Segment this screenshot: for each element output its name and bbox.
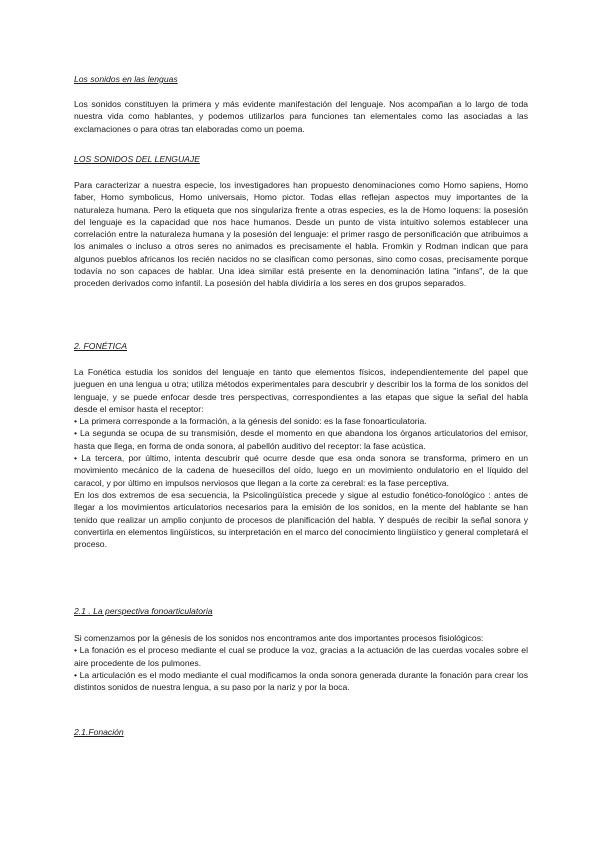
- intro-block: [74, 98, 528, 135]
- perspectiva-intro: Si comenzamos por la génesis de los sonidos nos encontramos ante dos importantes procesos fisiológicos:: [74, 633, 484, 643]
- section-title-fonetica: [74, 340, 528, 352]
- fonetica-bullet-2: • La segunda se ocupa de su transmisión, desde el momento en que abandona los órganos articulatorios del emisor, hasta que llega, en forma de onda sonora, al pabellón auditivo del receptor: la fase acústica.: [74, 428, 528, 451]
- perspectiva-bullet-articulacion: • La articulación es el modo mediante el cual modificamos la onda sonora generada durante la fonación para crear los distintos sonidos de nuestra lengua, a su paso por la nariz y por la boca.: [74, 669, 528, 693]
- especie-block: [74, 179, 528, 290]
- fonetica-bullet-3: • La tercera, por último, intenta descubrir qué ocurre desde que esa onda sonora se transforma, primero en un movimiento mecánico de la cadena de huesecillos del oído, luego en un movimiento ondulatorio en el líquido del caracol, y por último en impulsos nerviosos que llegan a la corte za cerebral: es la fase perceptiva.: [74, 453, 528, 488]
- fonetica-block: [74, 366, 528, 550]
- intro-paragraph: Los sonidos constituyen la primera y más evidente manifestación del lenguaje. Nos acompañan a lo largo de toda nuestra vida como hablantes, y podemos utilizarlos para funciones tan elementales como las asociadas a las exclamaciones o para otras tan elaboradas como un poema.: [74, 99, 528, 134]
- fonetica-intro: La Fonética estudia los sonidos del lenguaje en tanto que elementos físicos, independientemente del papel que jueguen en una lengua u otra; utiliza métodos experimentales para descubrir y describir los la forma de los sonidos del lenguaje, y se puede enfocar desde tres perspectivas, correspondientes a las etapas que sigue la señal del habla desde el emisor hasta el receptor:: [74, 367, 528, 414]
- heading-sonidos-lenguaje: LOS SONIDOS DEL LENGUAJE: [74, 154, 200, 164]
- heading-perspectiva: 2.1 . La perspectiva fonoarticulatoria: [74, 606, 213, 616]
- heading-fonacion: 2.1.Fonación: [74, 727, 124, 737]
- heading-main: Los sonidos en las lenguas: [74, 74, 178, 84]
- perspectiva-bullet-fonacion: • La fonación es el proceso mediante el cual se produce la voz, gracias a la actuación de las cuerdas vocales sobre el aire procedente de los pulmones.: [74, 645, 528, 668]
- section-title-perspectiva: [74, 605, 528, 617]
- especie-paragraph: Para caracterizar a nuestra especie, los investigadores han propuesto denominaciones como Homo sapiens, Homo faber, Homo symbolicus, Homo universais, Homo pictor. Todas ellas reflejan aspectos muy importantes de la naturaleza humana. Pero la etiqueta que nos singulariza frente a otras especies, es la de Homo loquens: la posesión del lenguaje es la capacidad que nos hace humanos. Desde un punto de vista intuitivo solemos establecer una correlación entre la naturaleza humana y la posesión del lenguaje: el primer rasgo de personificación que atribuimos a los animales o incluso a otros seres no animados es precisamente el habla. Fromkin y Rodman indican que para algunos pueblos africanos los recién nacidos no se clasifican como personas, sino como cosas, precisamente porque todavía no son capaces de hablar. Una idea similar está presente en la denominación latina "infans", de la que proceden derivados como infantil. La posesión del habla dividiría a los seres en dos grupos separados.: [74, 180, 528, 289]
- section-title-sonidos-lenguas: [74, 73, 528, 85]
- section-title-fonacion: [74, 726, 528, 738]
- section-title-sonidos-lenguaje: [74, 153, 528, 165]
- fonetica-conclusion: En los dos extremos de esa secuencia, la Psicolingüística precede y sigue al estudio fonético-fonológico : antes de llegar a los movimientos articulatorios necesarios para la emisión de los sonidos, en la mente del hablante se han tenido que realizar un amplio conjunto de procesos de planificación del habla. Y después de recibir la señal sonora y convertirla en elementos lingüísticos, su interpretación en el marco del conocimiento lingüístico y general completará el proceso.: [74, 489, 528, 550]
- perspectiva-block: [74, 632, 528, 693]
- heading-fonetica: 2. FONÉTICA: [74, 341, 128, 351]
- fonetica-bullet-1: • La primera corresponde a la formación, a la génesis del sonido: es la fase fonoarticulatoria.: [74, 416, 427, 427]
